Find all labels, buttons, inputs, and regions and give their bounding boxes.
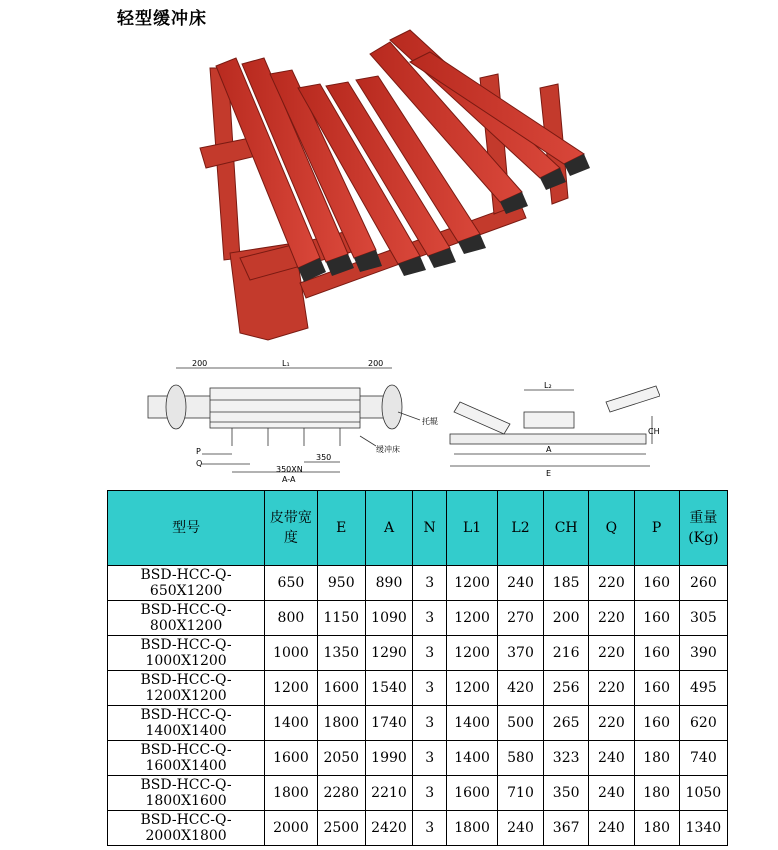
value-cell: 1400 — [447, 706, 498, 741]
col-header: 皮带宽度 — [265, 491, 318, 566]
value-cell: 1990 — [365, 741, 412, 776]
dim-350xn: 350XN — [276, 465, 303, 474]
value-cell: 890 — [365, 566, 412, 601]
label-bed: 缓冲床 — [376, 445, 400, 454]
value-cell: 500 — [497, 706, 543, 741]
value-cell: 1200 — [447, 636, 498, 671]
col-header: Q — [589, 491, 634, 566]
value-cell: 180 — [634, 741, 679, 776]
dim-q: Q — [196, 459, 203, 468]
value-cell: 220 — [589, 636, 634, 671]
value-cell: 3 — [413, 636, 447, 671]
value-cell: 1200 — [447, 601, 498, 636]
dim-left: 200 — [192, 359, 208, 368]
dim-right: 200 — [368, 359, 384, 368]
value-cell: 3 — [413, 811, 447, 846]
value-cell: 2050 — [317, 741, 365, 776]
table-row — [108, 601, 728, 636]
value-cell: 1400 — [265, 706, 318, 741]
value-cell: 185 — [544, 566, 589, 601]
right-view — [450, 386, 660, 466]
page-title: 轻型缓冲床 — [117, 9, 207, 29]
value-cell: 3 — [413, 601, 447, 636]
value-cell: 2500 — [317, 811, 365, 846]
value-cell: 650 — [265, 566, 318, 601]
table-body — [108, 566, 728, 846]
value-cell: 2210 — [365, 776, 412, 811]
value-cell: 1800 — [317, 706, 365, 741]
dim-p: P — [196, 447, 201, 456]
col-header: E — [317, 491, 365, 566]
value-cell: 1200 — [265, 671, 318, 706]
value-cell: 260 — [679, 566, 727, 601]
col-header: P — [634, 491, 679, 566]
table-header-row — [108, 491, 728, 566]
value-cell: 1800 — [447, 811, 498, 846]
value-cell: 220 — [589, 566, 634, 601]
value-cell: 367 — [544, 811, 589, 846]
value-cell: 3 — [413, 706, 447, 741]
value-cell: 323 — [544, 741, 589, 776]
value-cell: 220 — [589, 671, 634, 706]
value-cell: 740 — [679, 741, 727, 776]
model-cell: BSD-HCC-Q-1200X1200 — [108, 671, 265, 706]
value-cell: 240 — [589, 776, 634, 811]
value-cell: 580 — [497, 741, 543, 776]
value-cell: 3 — [413, 741, 447, 776]
value-cell: 1800 — [265, 776, 318, 811]
value-cell: 390 — [679, 636, 727, 671]
left-view — [148, 368, 420, 472]
product-photo — [180, 28, 600, 346]
col-header: CH — [544, 491, 589, 566]
value-cell: 2420 — [365, 811, 412, 846]
value-cell: 2000 — [265, 811, 318, 846]
table-row — [108, 776, 728, 811]
value-cell: 1600 — [447, 776, 498, 811]
value-cell: 800 — [265, 601, 318, 636]
value-cell: 160 — [634, 671, 679, 706]
value-cell: 3 — [413, 776, 447, 811]
value-cell: 3 — [413, 566, 447, 601]
value-cell: 1400 — [447, 741, 498, 776]
value-cell: 1290 — [365, 636, 412, 671]
value-cell: 1350 — [317, 636, 365, 671]
value-cell: 1000 — [265, 636, 318, 671]
value-cell: 495 — [679, 671, 727, 706]
value-cell: 160 — [634, 636, 679, 671]
model-cell: BSD-HCC-Q-1800X1600 — [108, 776, 265, 811]
value-cell: 620 — [679, 706, 727, 741]
dim-l1: L₁ — [282, 359, 290, 368]
value-cell: 265 — [544, 706, 589, 741]
value-cell: 1600 — [265, 741, 318, 776]
section-label: A-A — [282, 475, 296, 484]
dim-a: A — [546, 445, 552, 454]
value-cell: 1740 — [365, 706, 412, 741]
col-header: L1 — [447, 491, 498, 566]
col-header: A — [365, 491, 412, 566]
table-row — [108, 636, 728, 671]
value-cell: 710 — [497, 776, 543, 811]
spec-table — [107, 490, 728, 846]
value-cell: 1540 — [365, 671, 412, 706]
value-cell: 256 — [544, 671, 589, 706]
model-cell: BSD-HCC-Q-1000X1200 — [108, 636, 265, 671]
value-cell: 950 — [317, 566, 365, 601]
col-header: N — [413, 491, 447, 566]
dim-ch: CH — [648, 427, 660, 436]
value-cell: 350 — [544, 776, 589, 811]
model-cell: BSD-HCC-Q-2000X1800 — [108, 811, 265, 846]
model-cell: BSD-HCC-Q-1600X1400 — [108, 741, 265, 776]
table-row — [108, 741, 728, 776]
value-cell: 420 — [497, 671, 543, 706]
value-cell: 220 — [589, 706, 634, 741]
value-cell: 240 — [589, 811, 634, 846]
value-cell: 240 — [497, 566, 543, 601]
value-cell: 180 — [634, 811, 679, 846]
value-cell: 240 — [589, 741, 634, 776]
value-cell: 180 — [634, 776, 679, 811]
value-cell: 3 — [413, 671, 447, 706]
dim-l2: L₂ — [544, 381, 552, 390]
value-cell: 1200 — [447, 566, 498, 601]
value-cell: 1150 — [317, 601, 365, 636]
value-cell: 1200 — [447, 671, 498, 706]
value-cell: 1090 — [365, 601, 412, 636]
dim-350: 350 — [316, 453, 332, 462]
col-header: 型号 — [108, 491, 265, 566]
value-cell: 240 — [497, 811, 543, 846]
table-row — [108, 811, 728, 846]
value-cell: 370 — [497, 636, 543, 671]
value-cell: 220 — [589, 601, 634, 636]
table-row — [108, 671, 728, 706]
technical-drawing — [140, 356, 660, 488]
value-cell: 160 — [634, 601, 679, 636]
value-cell: 305 — [679, 601, 727, 636]
value-cell: 160 — [634, 566, 679, 601]
label-idler: 托辊 — [422, 417, 438, 426]
value-cell: 2280 — [317, 776, 365, 811]
table-row — [108, 566, 728, 601]
buffer-bars — [216, 30, 590, 282]
table-row — [108, 706, 728, 741]
model-cell: BSD-HCC-Q-800X1200 — [108, 601, 265, 636]
value-cell: 1600 — [317, 671, 365, 706]
value-cell: 1050 — [679, 776, 727, 811]
value-cell: 270 — [497, 601, 543, 636]
dim-e: E — [546, 469, 552, 478]
value-cell: 216 — [544, 636, 589, 671]
model-cell: BSD-HCC-Q-1400X1400 — [108, 706, 265, 741]
value-cell: 160 — [634, 706, 679, 741]
model-cell: BSD-HCC-Q-650X1200 — [108, 566, 265, 601]
value-cell: 200 — [544, 601, 589, 636]
col-header: L2 — [497, 491, 543, 566]
value-cell: 1340 — [679, 811, 727, 846]
col-header: 重量(Kg) — [679, 491, 727, 566]
